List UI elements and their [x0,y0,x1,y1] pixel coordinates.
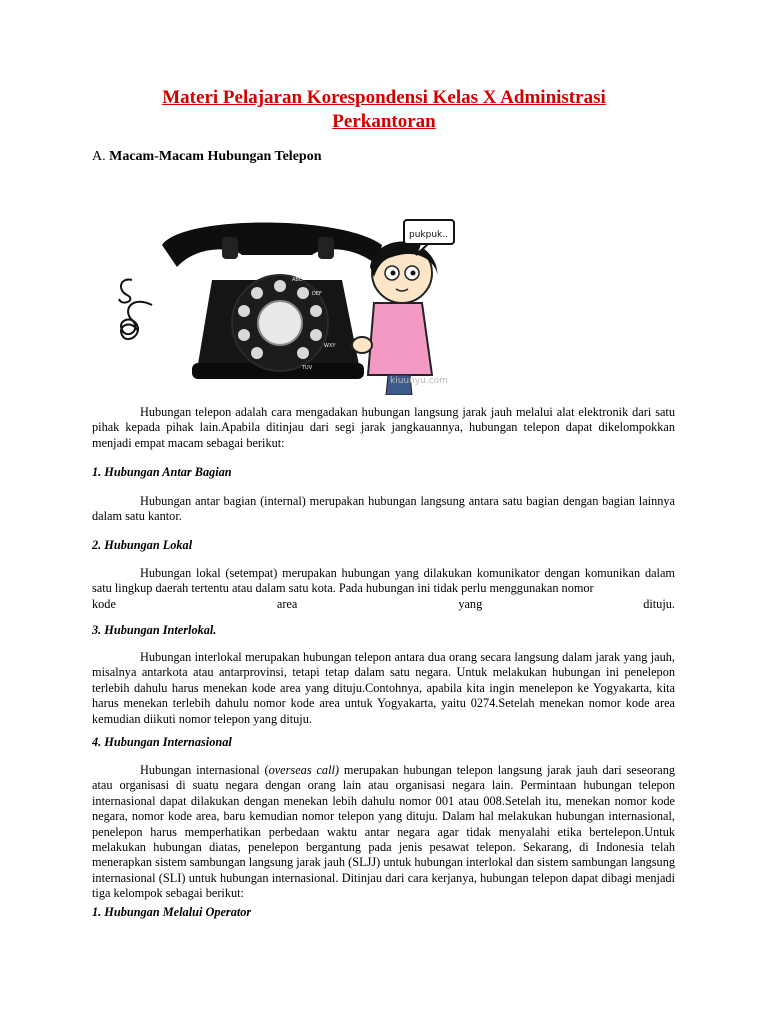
subsection-4-heading: 4. Hubungan Internasional [92,735,232,749]
subsection-2-text: Hubungan lokal (setempat) merupakan hubungan yang dilakukan komunikator dengan komunikan dalam satu lingkup daerah tertentu atau dalam satu kota. Pada hubungan ini tidak perlu menggunakan nomor [92,566,675,596]
cartoon-character-icon [352,242,438,395]
svg-text:TUV: TUV [302,365,313,371]
subsection-2-paragraph [92,566,675,612]
s4-text-after: merupakan hubungan telepon langsung jarak jauh dari seseorang atau organisasi di suatu negara dengan orang lain atau organisasi negara lain. Permintaan hubungan telepon internasional dapat dilakukan dengan menekan lebih dahulu nomor 001 atau 008.Setelah itu, menekan nomor kode negara, nomor kode area, baru kemudian nomor telepon yang dituju. Dalam hal melakukan hubungan internasional, penelepon harus memperhatikan perbedaan waktu antar negara agar tidak menyalahi etika bertelepon.Untuk melakukan hubungan diatas, penelepon bergantung pada jenis pesawat telepon. Sekarang, di Indonesia telah menerapkan sistem sambungan langsung jarak jauh (SLJJ) untuk hubungan interlokal dan sistem sambungan langsung internasional (SLI) untuk hubungan internasional. Ditinjau dari cara kerjanya, hubungan telepon dapat dibagi menjadi tiga kelompok sebagai berikut: [92,763,675,901]
s4-text-italic: overseas call) [268,763,340,777]
subsection-3-heading: 3. Hubungan Interlokal. [92,623,217,637]
section-a-prefix: A. [92,149,106,164]
speech-bubble-text: pukpuk.. [409,230,448,240]
title-line-2: Perkantoran [332,111,436,132]
section-a-heading [92,149,321,165]
subsection-3-text: Hubungan interlokal merupakan hubungan telepon antara dua orang secara langsung dalam jarak yang jauh, misalnya antarkota atau antarprovinsi, tetapi tetap dalam satu negara. Untuk melakukan hubungan ini penelepon terlebih dahulu harus menekan kode area yang dituju.Contohnya, apabila kita ingin menelepon ke Yogyakarta, kita harus menekan terlebih dahulu nomor kode area untuk Yogyakarta, yaitu 0274.Setelah menekan nomor kode area kemudian diikuti nomor telepon yang dituju. [92,650,675,726]
section-a-label: Macam-Macam Hubungan Telepon [109,149,322,164]
subsection-4-text [92,763,675,902]
last-line-word: area [276,596,298,611]
title-line-1: Materi Pelajaran Korespondensi Kelas X Administrasi [162,87,606,108]
watermark-text: kiuunyu.com [390,376,448,386]
subsection-4-paragraph [92,763,675,902]
subsection-3-paragraph [92,650,675,727]
subsection-5-heading: 1. Hubungan Melalui Operator [92,905,252,919]
svg-text:ABC: ABC [292,277,303,283]
intro-paragraph [92,405,675,451]
last-line-word: kode [92,596,116,611]
document-title [90,86,678,134]
subsection-1-text: Hubungan antar bagian (internal) merupakan hubungan langsung antara satu bagian dengan bagian lainnya dalam satu kantor. [92,494,675,524]
subsection-1-heading: 1. Hubungan Antar Bagian [92,465,232,479]
subsection-2-heading: 2. Hubungan Lokal [92,538,193,552]
subsection-1-paragraph [92,494,675,525]
svg-text:WXY: WXY [324,343,336,349]
s4-text-before: Hubungan internasional ( [140,763,269,777]
telephone-illustration [92,185,480,395]
intro-text: Hubungan telepon adalah cara mengadakan hubungan langsung jarak jauh melalui alat elektronik dari satu pihak kepada pihak lain.Apabila ditinjau dari segi jarak jangkauannya, hubungan telepon dapat dikelompokkan menjadi empat macam sebagai berikut: [92,405,675,450]
telephone-cord-icon [119,280,152,340]
last-line-word: dituju. [643,596,675,611]
last-line-word: yang [458,596,483,611]
svg-text:DEF: DEF [312,291,322,297]
rotary-phone-icon [162,223,382,380]
subsection-2-last-line [92,597,675,612]
